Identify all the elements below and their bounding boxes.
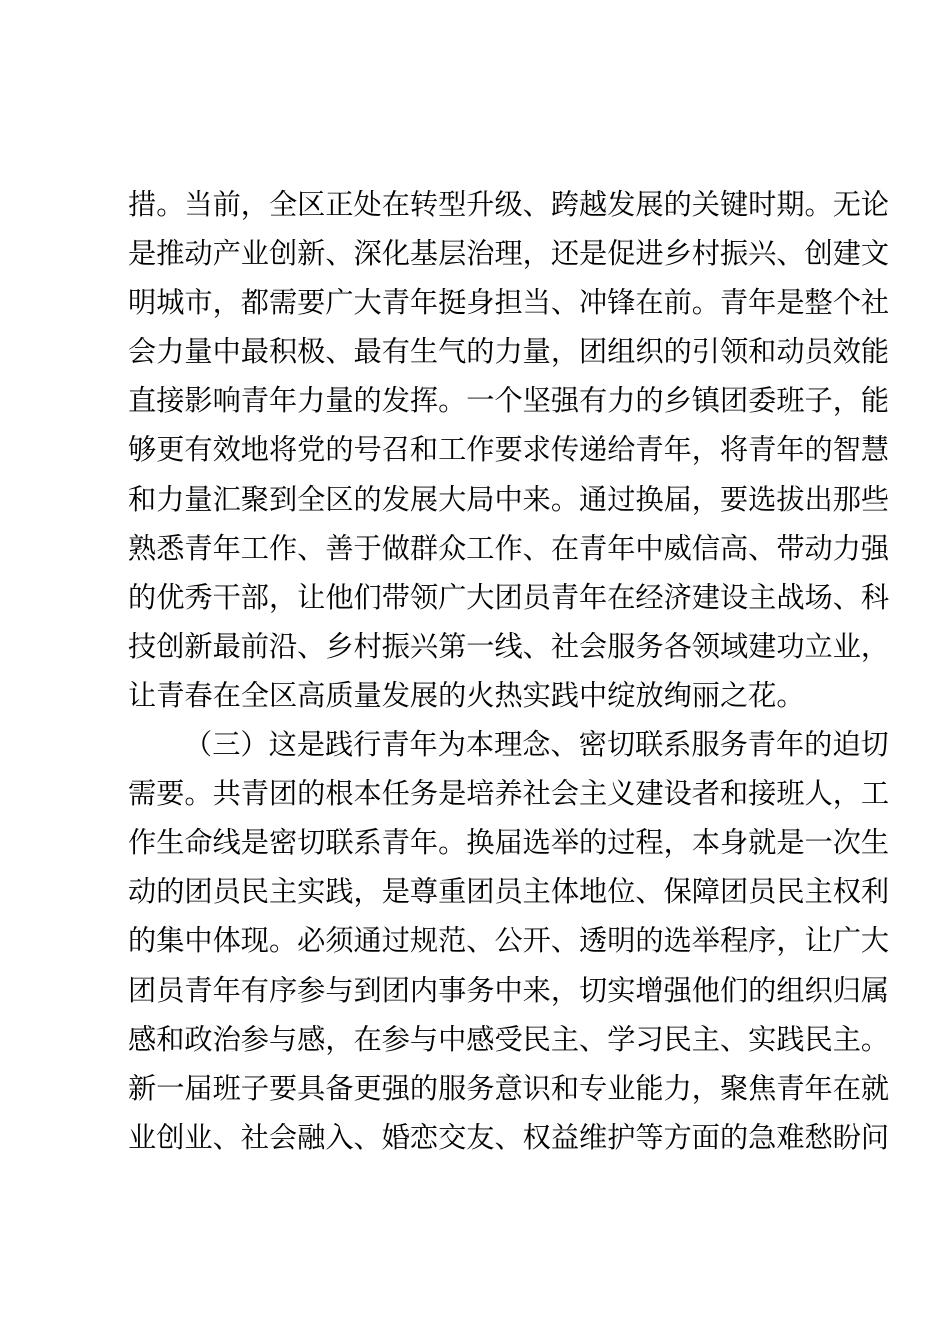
text-line: 措。当前，全区正处在转型升级、跨越发展的关键时期。无论 xyxy=(128,188,890,221)
text-line: 感和政治参与感，在参与中感受民主、学习民主、实践民主。 xyxy=(128,1022,890,1056)
text-line: 技创新最前沿、乡村振兴第一线、社会服务各领域建功立业， xyxy=(128,629,890,663)
text-line: 新一届班子要具备更强的服务意识和专业能力，聚焦青年在就 xyxy=(128,1071,890,1105)
text-line: 明城市，都需要广大青年挺身担当、冲锋在前。青年是整个社 xyxy=(128,286,890,320)
text-line: 团员青年有序参与到团内事务中来，切实增强他们的组织归属 xyxy=(128,973,890,1007)
text-line: 的优秀干部，让他们带领广大团员青年在经济建设主战场、科 xyxy=(128,580,890,614)
text-line: 的集中体现。必须通过规范、公开、透明的选举程序，让广大 xyxy=(128,924,890,958)
text-line: 是推动产业创新、深化基层治理，还是促进乡村振兴、创建文 xyxy=(128,237,890,271)
text-line: 动的团员民主实践，是尊重团员主体地位、保障团员民主权利 xyxy=(128,875,890,909)
text-line: 作生命线是密切联系青年。换届选举的过程，本身就是一次生 xyxy=(128,826,890,860)
text-line: 会力量中最积极、最有生气的力量，团组织的引领和动员效能 xyxy=(128,335,890,369)
body-text xyxy=(128,180,890,1162)
text-line: 够更有效地将党的号召和工作要求传递给青年，将青年的智慧 xyxy=(128,433,890,467)
section-heading-line: （三）这是践行青年为本理念、密切联系服务青年的迫切 xyxy=(184,728,889,762)
text-line: 业创业、社会融入、婚恋交友、权益维护等方面的急难愁盼问 xyxy=(128,1120,890,1154)
text-line: 和力量汇聚到全区的发展大局中来。通过换届，要选拔出那些 xyxy=(128,482,890,516)
text-line: 需要。共青团的根本任务是培养社会主义建设者和接班人，工 xyxy=(128,777,890,811)
text-line: 熟悉青年工作、善于做群众工作、在青年中威信高、带动力强 xyxy=(128,531,890,565)
text-line: 让青春在全区高质量发展的火热实践中绽放绚丽之花。 xyxy=(128,678,805,712)
text-line: 直接影响青年力量的发挥。一个坚强有力的乡镇团委班子，能 xyxy=(128,384,890,418)
